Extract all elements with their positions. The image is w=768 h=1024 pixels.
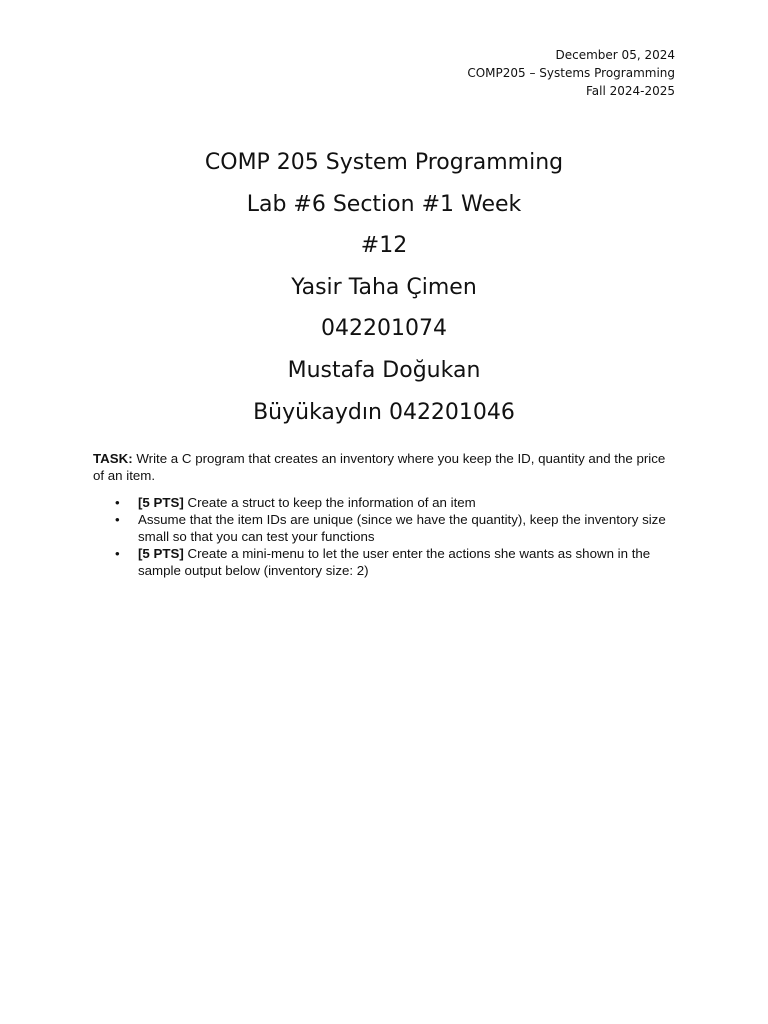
header-term: Fall 2024-2025 <box>585 84 675 98</box>
title-line-week: #12 <box>360 233 408 259</box>
title-line-lab: Lab #6 Section #1 Week <box>246 191 522 217</box>
header-meta <box>467 46 675 100</box>
bullet-text: Create a struct to keep the information of an item <box>183 495 476 510</box>
bullet-text: Create a mini-menu to let the user enter the actions she wants as shown in the sample output below (inventory size: 2) <box>138 546 651 578</box>
task-paragraph <box>93 450 678 484</box>
points-label: [5 PTS] <box>138 495 184 510</box>
title-line-course: COMP 205 System Programming <box>204 150 564 175</box>
title-block <box>0 142 768 433</box>
task-label: TASK: <box>93 451 133 466</box>
list-item <box>93 494 678 511</box>
points-label: [5 PTS] <box>138 546 184 561</box>
bullet-marker: • <box>115 512 120 527</box>
bullet-text: Assume that the item IDs are unique (since we have the quantity), keep the inventory size small so that you can test your functions <box>138 512 666 544</box>
header-course: COMP205 – Systems Programming <box>467 66 675 80</box>
task-text: Write a C program that creates an inventory where you keep the ID, quantity and the price of an item. <box>93 451 666 483</box>
header-date: December 05, 2024 <box>555 48 675 62</box>
list-item <box>93 545 678 579</box>
requirements-list <box>93 494 678 579</box>
bullet-marker: • <box>115 495 120 510</box>
title-line-author-1-id: 042201074 <box>321 316 447 342</box>
title-line-author-2-name: Mustafa Doğukan <box>287 357 481 383</box>
bullet-marker: • <box>115 546 120 561</box>
title-line-author-2-surname-id: Büyükaydın 042201046 <box>253 399 515 425</box>
title-line-author-1-name: Yasir Taha Çimen <box>291 274 477 300</box>
list-item <box>93 511 678 545</box>
